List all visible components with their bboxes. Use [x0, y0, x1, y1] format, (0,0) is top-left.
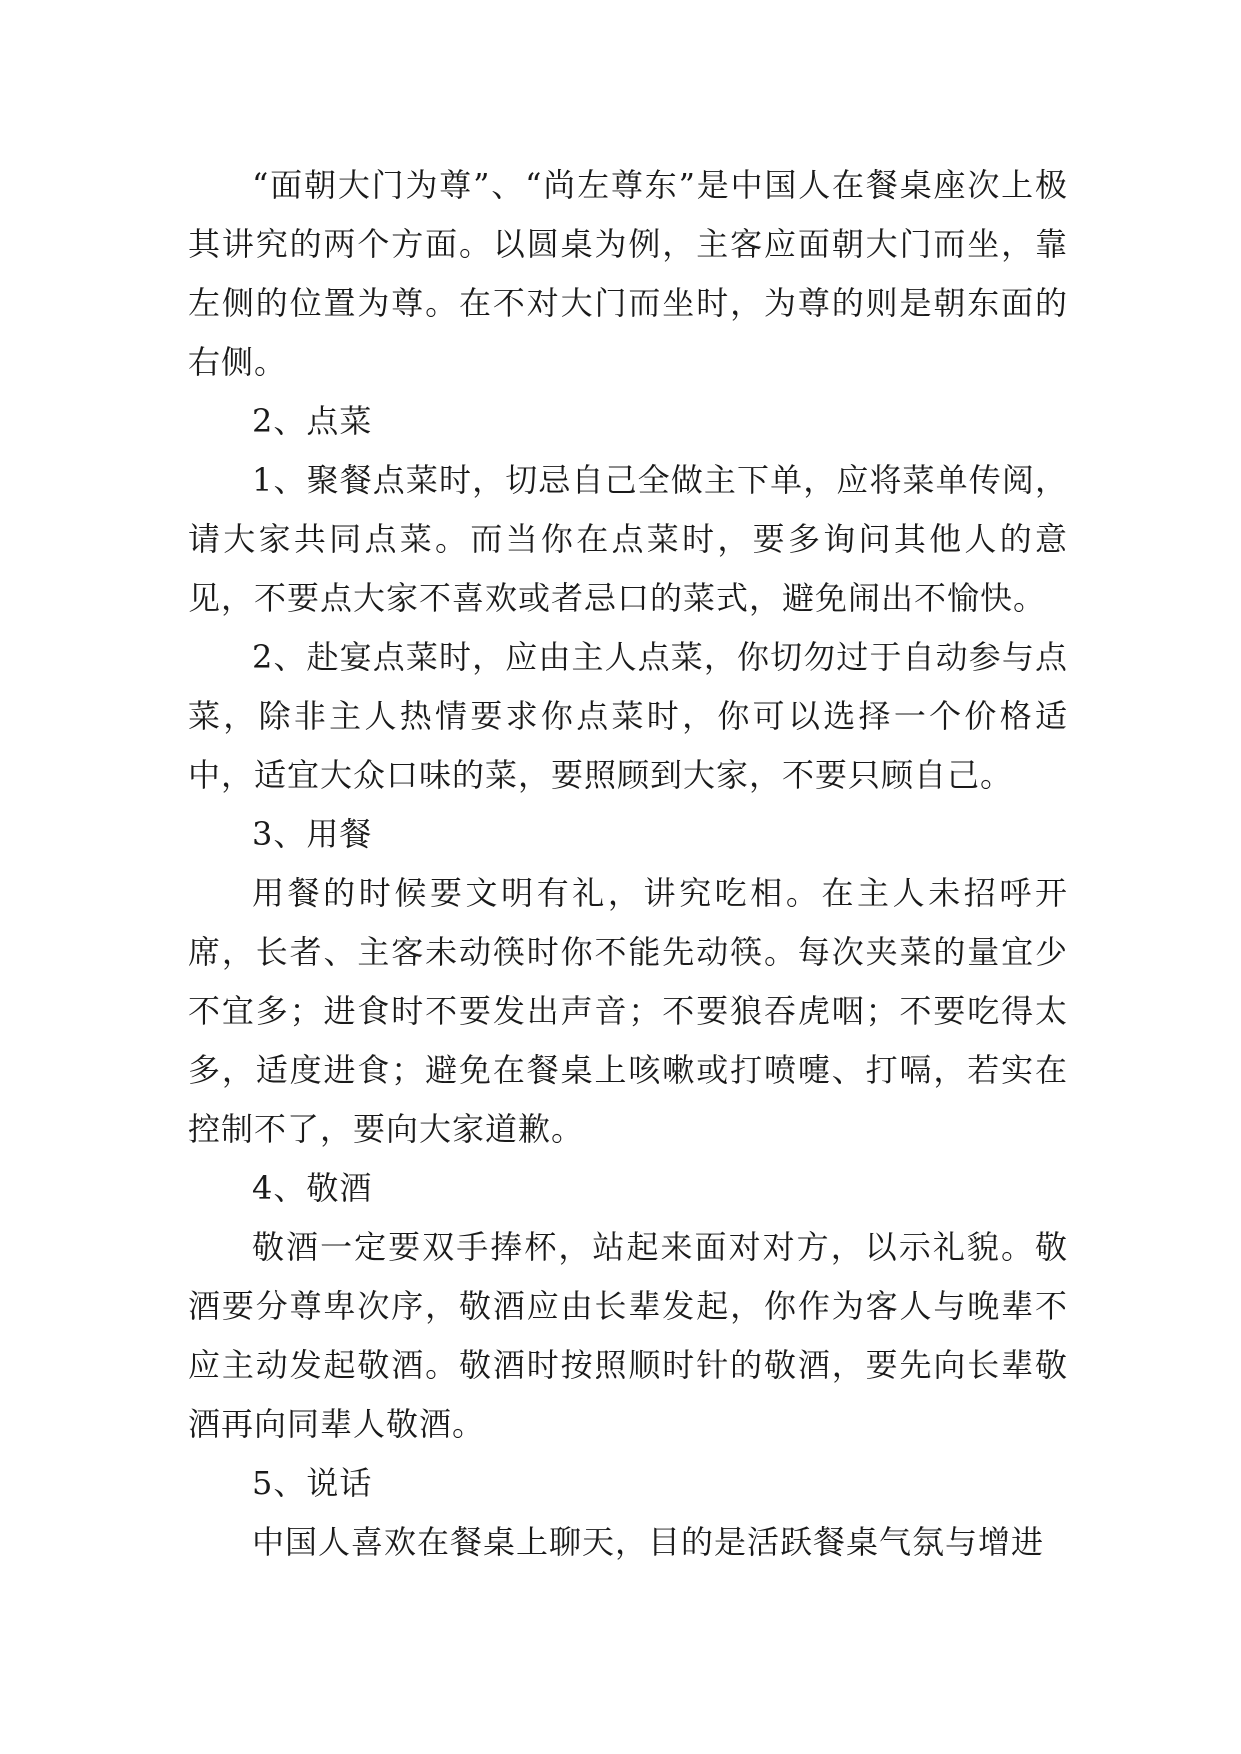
- section-heading-ordering: 2、点菜: [252, 402, 373, 440]
- section-heading-dining: 3、用餐: [252, 815, 373, 853]
- document-body: [188, 156, 1068, 1572]
- section-heading-toasting: 4、敬酒: [252, 1169, 373, 1207]
- paragraph-seating-etiquette: “面朝大门为尊”、“尚左尊东”是中国人在餐桌座次上极其讲究的两个方面。以圆桌为例，主客应面朝大门而坐，靠左侧的位置为尊。在不对大门而坐时，为尊的则是朝东面的右侧。: [188, 166, 1068, 381]
- paragraph-ordering-group: 1、聚餐点菜时，切忌自己全做主下单，应将菜单传阅，请大家共同点菜。而当你在点菜时，要多询问其他人的意见，不要点大家不喜欢或者忌口的菜式，避免闹出不愉快。: [188, 461, 1068, 617]
- paragraph-toasting-manners: 敬酒一定要双手捧杯，站起来面对对方，以示礼貌。敬酒要分尊卑次序，敬酒应由长辈发起，你作为客人与晚辈不应主动发起敬酒。敬酒时按照顺时针的敬酒，要先向长辈敬酒再向同辈人敬酒。: [188, 1228, 1068, 1443]
- paragraph-ordering-banquet: 2、赴宴点菜时，应由主人点菜，你切勿过于自动参与点菜，除非主人热情要求你点菜时，你可以选择一个价格适中，适宜大众口味的菜，要照顾到大家，不要只顾自己。: [188, 638, 1068, 794]
- section-heading-speaking: 5、说话: [252, 1464, 373, 1502]
- paragraph-speaking-manners: 中国人喜欢在餐桌上聊天，目的是活跃餐桌气氛与增进: [252, 1523, 1045, 1561]
- paragraph-dining-manners: 用餐的时候要文明有礼，讲究吃相。在主人未招呼开席，长者、主客未动筷时你不能先动筷。每次夹菜的量宜少不宜多；进食时不要发出声音；不要狼吞虎咽；不要吃得太多，适度进食；避免在餐桌上咳嗽或打喷嚏、打嗝，若实在控制不了，要向大家道歉。: [188, 874, 1068, 1148]
